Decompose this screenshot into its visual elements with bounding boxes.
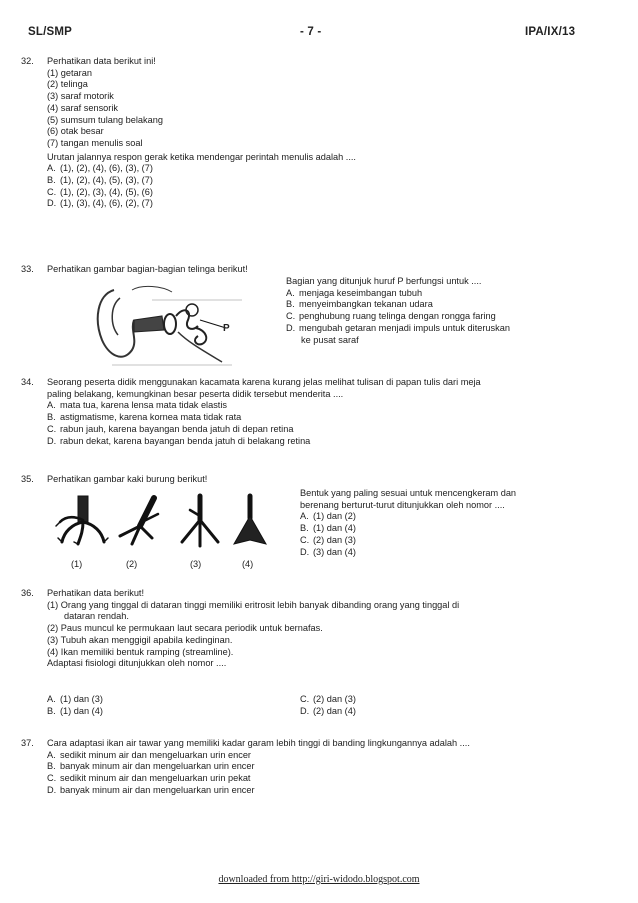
option-a: A. (1), (2), (4), (6), (3), (7) <box>47 163 153 174</box>
data-item: (4) Ikan memiliki bentuk ramping (streamline). <box>47 646 234 657</box>
question-35-options <box>300 488 620 558</box>
option-a: A. (1) dan (2) <box>300 511 356 522</box>
data-item: (5) sumsum tulang belakang <box>47 114 163 125</box>
option-d-continuation: ke pusat saraf <box>301 334 359 345</box>
data-item: (2) Paus muncul ke permukaan laut secara periodik untuk bernafas. <box>47 623 323 634</box>
question-number: 34. <box>21 377 34 387</box>
option-b: B. banyak minum air dan mengeluarkan urin encer <box>47 761 255 772</box>
question-prompt: Perhatikan data berikut! <box>47 588 145 598</box>
option-b: B. menyeimbangkan tekanan udara <box>286 299 433 310</box>
option-c: C. penghubung ruang telinga dengan rongga faring <box>286 311 496 322</box>
question-text: Seorang peserta didik menggunakan kacamata karena kurang jelas melihat tulisan di papan tulis dari meja <box>47 377 481 387</box>
data-item: (3) Tubuh akan menggigil apabila kedinginan. <box>47 634 233 645</box>
foot-label-4: (4) <box>242 559 254 569</box>
data-item: (3) saraf motorik <box>47 91 114 102</box>
question-text-cont: paling belakang, kemungkinan besar peserta didik tersebut menderita .... <box>47 388 344 399</box>
option-d: D. (1), (3), (4), (6), (2), (7) <box>47 198 153 209</box>
option-b: B. (1) dan (4) <box>300 523 356 534</box>
option-b: B. astigmatisme, karena kornea mata tidak rata <box>47 412 242 423</box>
question-text: Urutan jalannya respon gerak ketika mendengar perintah menulis adalah .... <box>47 151 356 162</box>
option-c: C. (2) dan (3) <box>300 534 356 545</box>
question-text-cont: berenang berturut-turut ditunjukkan oleh nomor .... <box>300 499 505 510</box>
option-c: C. (1), (2), (3), (4), (5), (6) <box>47 186 153 197</box>
question-prompt: Perhatikan gambar kaki burung berikut! <box>47 474 208 484</box>
option-c: C. rabun jauh, karena bayangan benda jatuh di depan retina <box>47 423 294 434</box>
question-text: Adaptasi fisiologi ditunjukkan oleh nomor .... <box>47 658 227 669</box>
question-prompt: Perhatikan data berikut ini! <box>47 56 156 66</box>
option-a: A. mata tua, karena lensa mata tidak elastis <box>47 400 227 411</box>
option-b: B. (1) dan (4) <box>47 705 103 716</box>
bird-foot-1 <box>56 496 108 544</box>
question-number: 37. <box>21 738 34 748</box>
question-text: Bagian yang ditunjuk huruf P berfungsi untuk .... <box>286 276 482 286</box>
option-d: D. banyak minum air dan mengeluarkan urin encer <box>47 784 255 795</box>
foot-label-2: (2) <box>126 559 138 569</box>
question-number: 35. <box>21 474 34 484</box>
option-d: D. (2) dan (4) <box>300 705 356 716</box>
question-33-options <box>286 276 616 346</box>
question-text: Bentuk yang paling sesuai untuk mencengkeram dan <box>300 488 517 498</box>
data-item-cont: dataran rendah. <box>64 611 129 622</box>
question-text: Cara adaptasi ikan air tawar yang memiliki kadar garam lebih tinggi di banding lingkungannya adalah .... <box>47 738 470 748</box>
question-prompt: Perhatikan gambar bagian-bagian telinga berikut! <box>47 264 248 274</box>
footer-source <box>0 874 638 885</box>
label-p: P <box>223 323 230 334</box>
question-number: 32. <box>21 56 34 66</box>
foot-label-3: (3) <box>190 559 202 569</box>
data-item: (4) saraf sensorik <box>47 102 118 113</box>
page-number: - 7 - <box>300 26 322 38</box>
bird-feet-figure <box>50 492 280 550</box>
footer-link[interactable]: downloaded from http://giri-widodo.blogspot.com <box>218 874 420 885</box>
header-left: SL/SMP <box>28 26 73 38</box>
data-item: (6) otak besar <box>47 126 104 137</box>
option-d: D. mengubah getaran menjadi impuls untuk diteruskan <box>286 322 510 333</box>
option-b: B. (1), (2), (4), (5), (3), (7) <box>47 175 153 186</box>
bird-foot-4 <box>234 496 266 544</box>
option-a: A. menjaga keseimbangan tubuh <box>286 287 423 298</box>
data-item: (7) tangan menulis soal <box>47 137 143 148</box>
option-c: C. sedikit minum air dan mengeluarkan urin pekat <box>47 773 251 784</box>
question-36-options-right <box>300 694 550 717</box>
bird-foot-3 <box>182 496 218 546</box>
question-36-options-left <box>47 694 297 717</box>
data-item: (1) Orang yang tinggal di dataran tinggi memiliki eritrosit lebih banyak dibanding orang yang tinggal di <box>47 599 460 610</box>
question-number: 36. <box>21 588 34 598</box>
data-item: (1) getaran <box>47 67 92 78</box>
option-d: D. rabun dekat, karena bayangan benda jatuh di belakang retina <box>47 435 311 446</box>
option-c: C. (2) dan (3) <box>300 694 356 704</box>
option-a: A. sedikit minum air dan mengeluarkan urin encer <box>47 749 251 760</box>
bird-foot-2 <box>120 498 158 544</box>
header-right: IPA/IX/13 <box>525 26 576 38</box>
option-a: A. (1) dan (3) <box>47 694 103 704</box>
foot-label-1: (1) <box>71 559 83 569</box>
data-item: (2) telinga <box>47 79 88 90</box>
option-d: D. (3) dan (4) <box>300 546 356 557</box>
question-number: 33. <box>21 264 34 274</box>
